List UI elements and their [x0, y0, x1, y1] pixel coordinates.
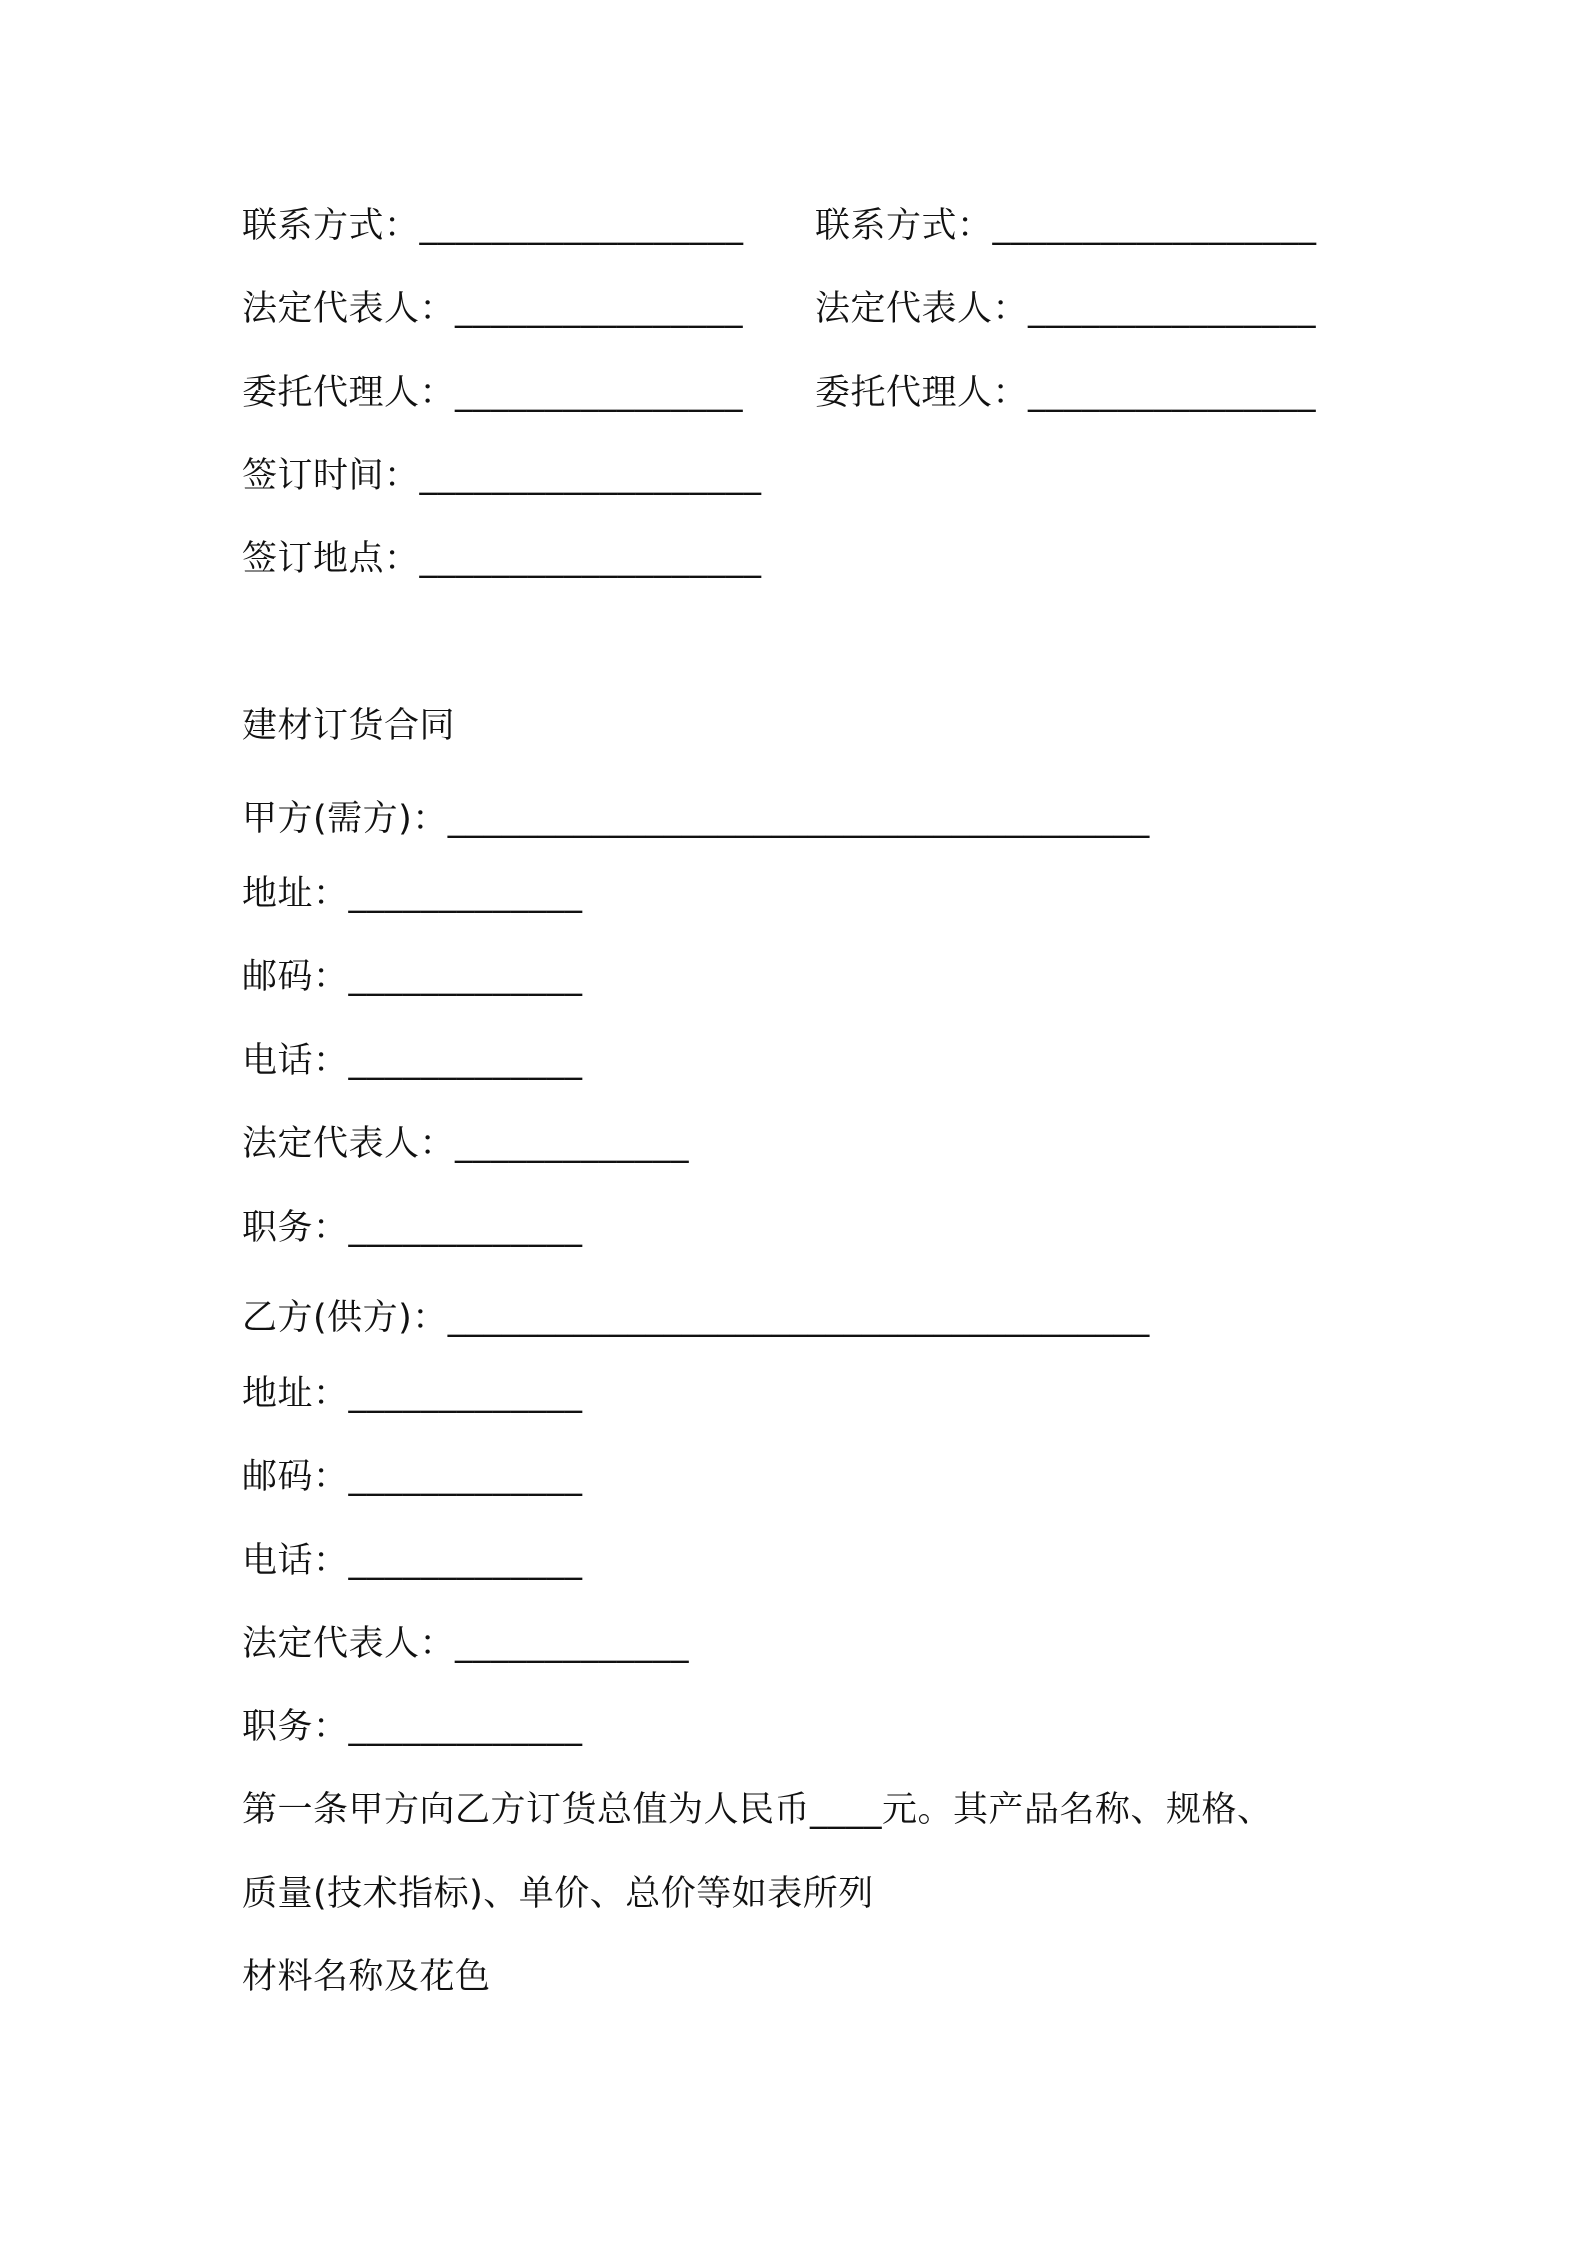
contact-right-line: 联系方式：__________________ [815, 206, 1317, 246]
party-a-postcode-line: 邮码：_____________ [242, 957, 583, 997]
legal-rep-right-line: 法定代表人：________________ [815, 289, 1317, 329]
legal-rep-left-line: 法定代表人：________________ [242, 289, 744, 329]
party-b-phone-line: 电话：_____________ [242, 1541, 583, 1581]
contract-title: 建材订货合同 [242, 706, 456, 746]
contact-left-line: 联系方式：__________________ [242, 206, 744, 246]
party-b-position-line: 职务：_____________ [242, 1707, 583, 1747]
agent-left-line: 委托代理人：________________ [242, 373, 744, 413]
party-a-name-line: 甲方(需方)：_______________________________________ [242, 799, 1150, 839]
agent-right-line: 委托代理人：________________ [815, 373, 1317, 413]
party-b-address-line: 地址：_____________ [242, 1374, 583, 1414]
article-1-line-2: 质量(技术指标)、单价、总价等如表所列 [242, 1874, 874, 1914]
sign-time-line: 签订时间：___________________ [242, 456, 762, 496]
material-heading: 材料名称及花色 [242, 1957, 491, 1997]
sign-place-line: 签订地点：___________________ [242, 539, 762, 579]
party-b-legal-rep-line: 法定代表人：_____________ [242, 1624, 690, 1664]
party-a-phone-line: 电话：_____________ [242, 1041, 583, 1081]
party-a-legal-rep-line: 法定代表人：_____________ [242, 1124, 690, 1164]
party-b-name-line: 乙方(供方)：_______________________________________ [242, 1298, 1150, 1338]
party-b-postcode-line: 邮码：_____________ [242, 1457, 583, 1497]
party-a-position-line: 职务：_____________ [242, 1208, 583, 1248]
party-a-address-line: 地址：_____________ [242, 874, 583, 914]
article-1-line-1: 第一条甲方向乙方订货总值为人民币____元。其产品名称、规格、 [242, 1790, 1273, 1830]
